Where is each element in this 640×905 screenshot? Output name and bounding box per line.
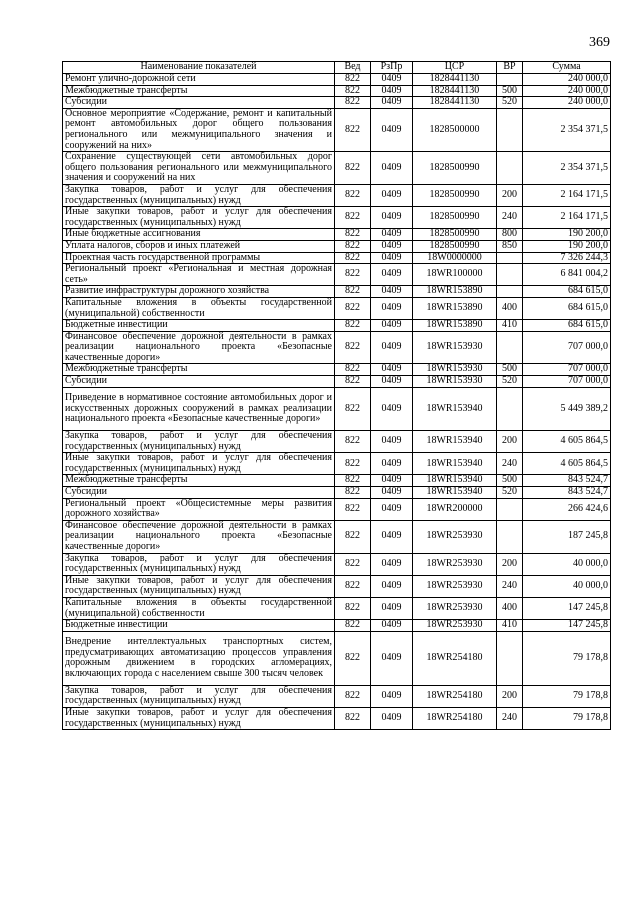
cell-vr: 240 bbox=[497, 707, 523, 729]
cell-ved: 822 bbox=[335, 85, 371, 97]
table-row bbox=[63, 286, 611, 298]
cell-sum: 2 354 371,5 bbox=[523, 108, 611, 151]
cell-csr: 18WR153930 bbox=[413, 364, 497, 376]
table-row bbox=[63, 575, 611, 597]
cell-name: Региональный проект «Региональная и местная дорожная сеть» bbox=[63, 264, 335, 286]
cell-csr: 18WR153890 bbox=[413, 297, 497, 319]
cell-name: Межбюджетные трансферты bbox=[63, 85, 335, 97]
cell-ved: 822 bbox=[335, 431, 371, 453]
cell-ved: 822 bbox=[335, 74, 371, 86]
cell-name: Приведение в нормативное состояние автомобильных дорог и искусственных дорожных сооружений в рамках реализации национального проекта «Безопасные качественные дороги» bbox=[63, 387, 335, 430]
cell-rzpr: 0409 bbox=[371, 264, 413, 286]
cell-csr: 1828441130 bbox=[413, 97, 497, 109]
cell-sum: 190 200,0 bbox=[523, 229, 611, 241]
cell-sum: 707 000,0 bbox=[523, 364, 611, 376]
table-row bbox=[63, 431, 611, 453]
cell-rzpr: 0409 bbox=[371, 184, 413, 206]
table-row bbox=[63, 498, 611, 520]
cell-sum: 4 605 864,5 bbox=[523, 453, 611, 475]
cell-name: Внедрение интеллектуальных транспортных систем, предусматривающих автоматизацию процессов управления дорожным движением в городских агломерациях, включающих города с населением свыше 300 тысяч человек bbox=[63, 631, 335, 685]
cell-rzpr: 0409 bbox=[371, 85, 413, 97]
cell-rzpr: 0409 bbox=[371, 620, 413, 632]
cell-vr bbox=[497, 387, 523, 430]
cell-name: Иные бюджетные ассигнования bbox=[63, 229, 335, 241]
table-row bbox=[63, 364, 611, 376]
table-row bbox=[63, 152, 611, 185]
cell-csr: 18W0000000 bbox=[413, 252, 497, 264]
cell-sum: 843 524,7 bbox=[523, 487, 611, 499]
table-row bbox=[63, 597, 611, 619]
cell-ved: 822 bbox=[335, 286, 371, 298]
cell-name: Капитальные вложения в объекты государственной (муниципальной) собственности bbox=[63, 597, 335, 619]
cell-sum: 79 178,8 bbox=[523, 631, 611, 685]
table-row bbox=[63, 97, 611, 109]
cell-sum: 2 164 171,5 bbox=[523, 207, 611, 229]
cell-name: Субсидии bbox=[63, 97, 335, 109]
cell-ved: 822 bbox=[335, 331, 371, 364]
cell-vr: 200 bbox=[497, 553, 523, 575]
cell-vr bbox=[497, 520, 523, 553]
cell-rzpr: 0409 bbox=[371, 297, 413, 319]
cell-rzpr: 0409 bbox=[371, 331, 413, 364]
cell-sum: 684 615,0 bbox=[523, 286, 611, 298]
cell-name: Финансовое обеспечение дорожной деятельности в рамках реализации национального проекта «Безопасные качественные дороги» bbox=[63, 331, 335, 364]
cell-sum: 147 245,8 bbox=[523, 597, 611, 619]
cell-ved: 822 bbox=[335, 252, 371, 264]
cell-ved: 822 bbox=[335, 597, 371, 619]
cell-csr: 18WR153940 bbox=[413, 487, 497, 499]
cell-ved: 822 bbox=[335, 240, 371, 252]
cell-vr: 240 bbox=[497, 453, 523, 475]
table-row bbox=[63, 252, 611, 264]
table-row bbox=[63, 240, 611, 252]
cell-csr: 18WR253930 bbox=[413, 553, 497, 575]
cell-name: Капитальные вложения в объекты государственной (муниципальной) собственности bbox=[63, 297, 335, 319]
cell-name: Межбюджетные трансферты bbox=[63, 475, 335, 487]
table-row bbox=[63, 184, 611, 206]
cell-csr: 18WR254180 bbox=[413, 685, 497, 707]
cell-rzpr: 0409 bbox=[371, 487, 413, 499]
cell-sum: 40 000,0 bbox=[523, 575, 611, 597]
cell-vr: 400 bbox=[497, 297, 523, 319]
cell-vr bbox=[497, 152, 523, 185]
cell-csr: 18WR254180 bbox=[413, 707, 497, 729]
table-row bbox=[63, 376, 611, 388]
cell-csr: 18WR153930 bbox=[413, 376, 497, 388]
cell-sum: 240 000,0 bbox=[523, 97, 611, 109]
cell-sum: 240 000,0 bbox=[523, 74, 611, 86]
cell-vr: 200 bbox=[497, 431, 523, 453]
cell-sum: 843 524,7 bbox=[523, 475, 611, 487]
cell-sum: 190 200,0 bbox=[523, 240, 611, 252]
cell-vr bbox=[497, 74, 523, 86]
cell-rzpr: 0409 bbox=[371, 286, 413, 298]
cell-rzpr: 0409 bbox=[371, 97, 413, 109]
cell-vr bbox=[497, 631, 523, 685]
cell-name: Уплата налогов, сборов и иных платежей bbox=[63, 240, 335, 252]
cell-name: Финансовое обеспечение дорожной деятельности в рамках реализации национального проекта «Безопасные качественные дороги» bbox=[63, 520, 335, 553]
header-rzpr: РзПр bbox=[371, 62, 413, 74]
cell-csr: 18WR100000 bbox=[413, 264, 497, 286]
cell-csr: 1828500990 bbox=[413, 229, 497, 241]
cell-ved: 822 bbox=[335, 207, 371, 229]
cell-vr bbox=[497, 264, 523, 286]
cell-csr: 18WR153930 bbox=[413, 331, 497, 364]
cell-name: Развитие инфраструктуры дорожного хозяйства bbox=[63, 286, 335, 298]
cell-csr: 18WR253930 bbox=[413, 520, 497, 553]
cell-name: Бюджетные инвестиции bbox=[63, 620, 335, 632]
cell-rzpr: 0409 bbox=[371, 631, 413, 685]
cell-sum: 4 605 864,5 bbox=[523, 431, 611, 453]
cell-rzpr: 0409 bbox=[371, 74, 413, 86]
cell-rzpr: 0409 bbox=[371, 707, 413, 729]
table-row bbox=[63, 297, 611, 319]
cell-ved: 822 bbox=[335, 575, 371, 597]
cell-ved: 822 bbox=[335, 184, 371, 206]
cell-vr: 500 bbox=[497, 85, 523, 97]
cell-sum: 7 326 244,3 bbox=[523, 252, 611, 264]
header-ved: Вед bbox=[335, 62, 371, 74]
cell-sum: 5 449 389,2 bbox=[523, 387, 611, 430]
cell-csr: 18WR153940 bbox=[413, 387, 497, 430]
cell-name: Закупка товаров, работ и услуг для обеспечения государственных (муниципальных) нужд bbox=[63, 685, 335, 707]
cell-name: Сохранение существующей сети автомобильных дорог общего пользования регионального или межмуниципального значения и сооружений на них bbox=[63, 152, 335, 185]
cell-name: Закупка товаров, работ и услуг для обеспечения государственных (муниципальных) нужд bbox=[63, 431, 335, 453]
table-row bbox=[63, 85, 611, 97]
table-row bbox=[63, 475, 611, 487]
cell-ved: 822 bbox=[335, 387, 371, 430]
cell-sum: 6 841 004,2 bbox=[523, 264, 611, 286]
cell-name: Закупка товаров, работ и услуг для обеспечения государственных (муниципальных) нужд bbox=[63, 184, 335, 206]
cell-ved: 822 bbox=[335, 487, 371, 499]
cell-csr: 18WR153890 bbox=[413, 320, 497, 332]
cell-sum: 684 615,0 bbox=[523, 320, 611, 332]
cell-ved: 822 bbox=[335, 320, 371, 332]
cell-name: Региональный проект «Общесистемные меры развития дорожного хозяйства» bbox=[63, 498, 335, 520]
cell-name: Иные закупки товаров, работ и услуг для обеспечения государственных (муниципальных) нужд bbox=[63, 207, 335, 229]
cell-vr: 200 bbox=[497, 184, 523, 206]
cell-ved: 822 bbox=[335, 631, 371, 685]
cell-vr: 520 bbox=[497, 376, 523, 388]
cell-name: Субсидии bbox=[63, 376, 335, 388]
cell-rzpr: 0409 bbox=[371, 431, 413, 453]
budget-table bbox=[62, 61, 611, 730]
cell-ved: 822 bbox=[335, 453, 371, 475]
cell-rzpr: 0409 bbox=[371, 364, 413, 376]
cell-csr: 18WR254180 bbox=[413, 631, 497, 685]
cell-csr: 18WR253930 bbox=[413, 597, 497, 619]
table-row bbox=[63, 207, 611, 229]
cell-vr bbox=[497, 252, 523, 264]
cell-vr: 240 bbox=[497, 575, 523, 597]
cell-ved: 822 bbox=[335, 520, 371, 553]
cell-csr: 1828500990 bbox=[413, 240, 497, 252]
cell-name: Основное мероприятие «Содержание, ремонт и капитальный ремонт автомобильных дорог общего пользования регионального или межмуниципального значения и сооружений на них» bbox=[63, 108, 335, 151]
table-row bbox=[63, 631, 611, 685]
cell-csr: 18WR153940 bbox=[413, 453, 497, 475]
table-header-row bbox=[63, 62, 611, 74]
table-row bbox=[63, 453, 611, 475]
cell-sum: 79 178,8 bbox=[523, 707, 611, 729]
table-row bbox=[63, 320, 611, 332]
cell-rzpr: 0409 bbox=[371, 108, 413, 151]
header-name: Наименование показателей bbox=[63, 62, 335, 74]
table-row bbox=[63, 620, 611, 632]
cell-csr: 18WR153940 bbox=[413, 475, 497, 487]
cell-vr bbox=[497, 108, 523, 151]
cell-sum: 707 000,0 bbox=[523, 331, 611, 364]
cell-vr: 800 bbox=[497, 229, 523, 241]
cell-ved: 822 bbox=[335, 498, 371, 520]
header-sum: Сумма bbox=[523, 62, 611, 74]
table-row bbox=[63, 387, 611, 430]
table-body bbox=[63, 74, 611, 730]
table-row bbox=[63, 108, 611, 151]
cell-csr: 18WR253930 bbox=[413, 620, 497, 632]
cell-rzpr: 0409 bbox=[371, 376, 413, 388]
cell-sum: 684 615,0 bbox=[523, 297, 611, 319]
cell-name: Иные закупки товаров, работ и услуг для обеспечения государственных (муниципальных) нужд bbox=[63, 575, 335, 597]
cell-rzpr: 0409 bbox=[371, 252, 413, 264]
cell-vr: 520 bbox=[497, 97, 523, 109]
table-row bbox=[63, 487, 611, 499]
cell-rzpr: 0409 bbox=[371, 475, 413, 487]
table-row bbox=[63, 707, 611, 729]
cell-csr: 1828500990 bbox=[413, 184, 497, 206]
table-row bbox=[63, 229, 611, 241]
cell-name: Межбюджетные трансферты bbox=[63, 364, 335, 376]
cell-name: Проектная часть государственной программы bbox=[63, 252, 335, 264]
cell-vr bbox=[497, 498, 523, 520]
table-row bbox=[63, 331, 611, 364]
cell-sum: 240 000,0 bbox=[523, 85, 611, 97]
cell-ved: 822 bbox=[335, 376, 371, 388]
cell-ved: 822 bbox=[335, 97, 371, 109]
header-csr: ЦСР bbox=[413, 62, 497, 74]
cell-name: Субсидии bbox=[63, 487, 335, 499]
cell-ved: 822 bbox=[335, 264, 371, 286]
cell-sum: 187 245,8 bbox=[523, 520, 611, 553]
cell-ved: 822 bbox=[335, 229, 371, 241]
cell-csr: 1828500990 bbox=[413, 207, 497, 229]
cell-csr: 1828500990 bbox=[413, 152, 497, 185]
cell-sum: 2 164 171,5 bbox=[523, 184, 611, 206]
page-number: 369 bbox=[589, 35, 610, 50]
cell-rzpr: 0409 bbox=[371, 575, 413, 597]
cell-vr: 400 bbox=[497, 597, 523, 619]
cell-rzpr: 0409 bbox=[371, 453, 413, 475]
cell-csr: 18WR153940 bbox=[413, 431, 497, 453]
cell-csr: 1828500000 bbox=[413, 108, 497, 151]
cell-name: Закупка товаров, работ и услуг для обеспечения государственных (муниципальных) нужд bbox=[63, 553, 335, 575]
cell-rzpr: 0409 bbox=[371, 387, 413, 430]
cell-ved: 822 bbox=[335, 707, 371, 729]
cell-name: Бюджетные инвестиции bbox=[63, 320, 335, 332]
cell-sum: 79 178,8 bbox=[523, 685, 611, 707]
header-vr: ВР bbox=[497, 62, 523, 74]
cell-csr: 1828441130 bbox=[413, 85, 497, 97]
cell-vr bbox=[497, 286, 523, 298]
cell-vr: 500 bbox=[497, 364, 523, 376]
cell-sum: 2 354 371,5 bbox=[523, 152, 611, 185]
cell-rzpr: 0409 bbox=[371, 152, 413, 185]
cell-name: Иные закупки товаров, работ и услуг для обеспечения государственных (муниципальных) нужд bbox=[63, 453, 335, 475]
cell-rzpr: 0409 bbox=[371, 229, 413, 241]
cell-vr: 410 bbox=[497, 620, 523, 632]
cell-name: Ремонт улично-дорожной сети bbox=[63, 74, 335, 86]
cell-ved: 822 bbox=[335, 553, 371, 575]
cell-ved: 822 bbox=[335, 620, 371, 632]
table-row bbox=[63, 553, 611, 575]
cell-csr: 1828441130 bbox=[413, 74, 497, 86]
cell-rzpr: 0409 bbox=[371, 240, 413, 252]
cell-sum: 40 000,0 bbox=[523, 553, 611, 575]
cell-vr: 200 bbox=[497, 685, 523, 707]
cell-ved: 822 bbox=[335, 685, 371, 707]
cell-csr: 18WR153890 bbox=[413, 286, 497, 298]
cell-vr: 410 bbox=[497, 320, 523, 332]
table-row bbox=[63, 520, 611, 553]
cell-vr: 500 bbox=[497, 475, 523, 487]
cell-sum: 707 000,0 bbox=[523, 376, 611, 388]
table-row bbox=[63, 74, 611, 86]
cell-ved: 822 bbox=[335, 475, 371, 487]
cell-csr: 18WR253930 bbox=[413, 575, 497, 597]
cell-rzpr: 0409 bbox=[371, 520, 413, 553]
table-row bbox=[63, 264, 611, 286]
cell-sum: 147 245,8 bbox=[523, 620, 611, 632]
cell-name: Иные закупки товаров, работ и услуг для обеспечения государственных (муниципальных) нужд bbox=[63, 707, 335, 729]
cell-rzpr: 0409 bbox=[371, 553, 413, 575]
cell-rzpr: 0409 bbox=[371, 498, 413, 520]
cell-vr: 520 bbox=[497, 487, 523, 499]
cell-rzpr: 0409 bbox=[371, 685, 413, 707]
cell-ved: 822 bbox=[335, 364, 371, 376]
cell-rzpr: 0409 bbox=[371, 597, 413, 619]
cell-rzpr: 0409 bbox=[371, 320, 413, 332]
cell-ved: 822 bbox=[335, 152, 371, 185]
cell-sum: 266 424,6 bbox=[523, 498, 611, 520]
cell-rzpr: 0409 bbox=[371, 207, 413, 229]
table-row bbox=[63, 685, 611, 707]
cell-vr bbox=[497, 331, 523, 364]
cell-vr: 850 bbox=[497, 240, 523, 252]
cell-csr: 18WR200000 bbox=[413, 498, 497, 520]
cell-ved: 822 bbox=[335, 108, 371, 151]
cell-vr: 240 bbox=[497, 207, 523, 229]
cell-ved: 822 bbox=[335, 297, 371, 319]
